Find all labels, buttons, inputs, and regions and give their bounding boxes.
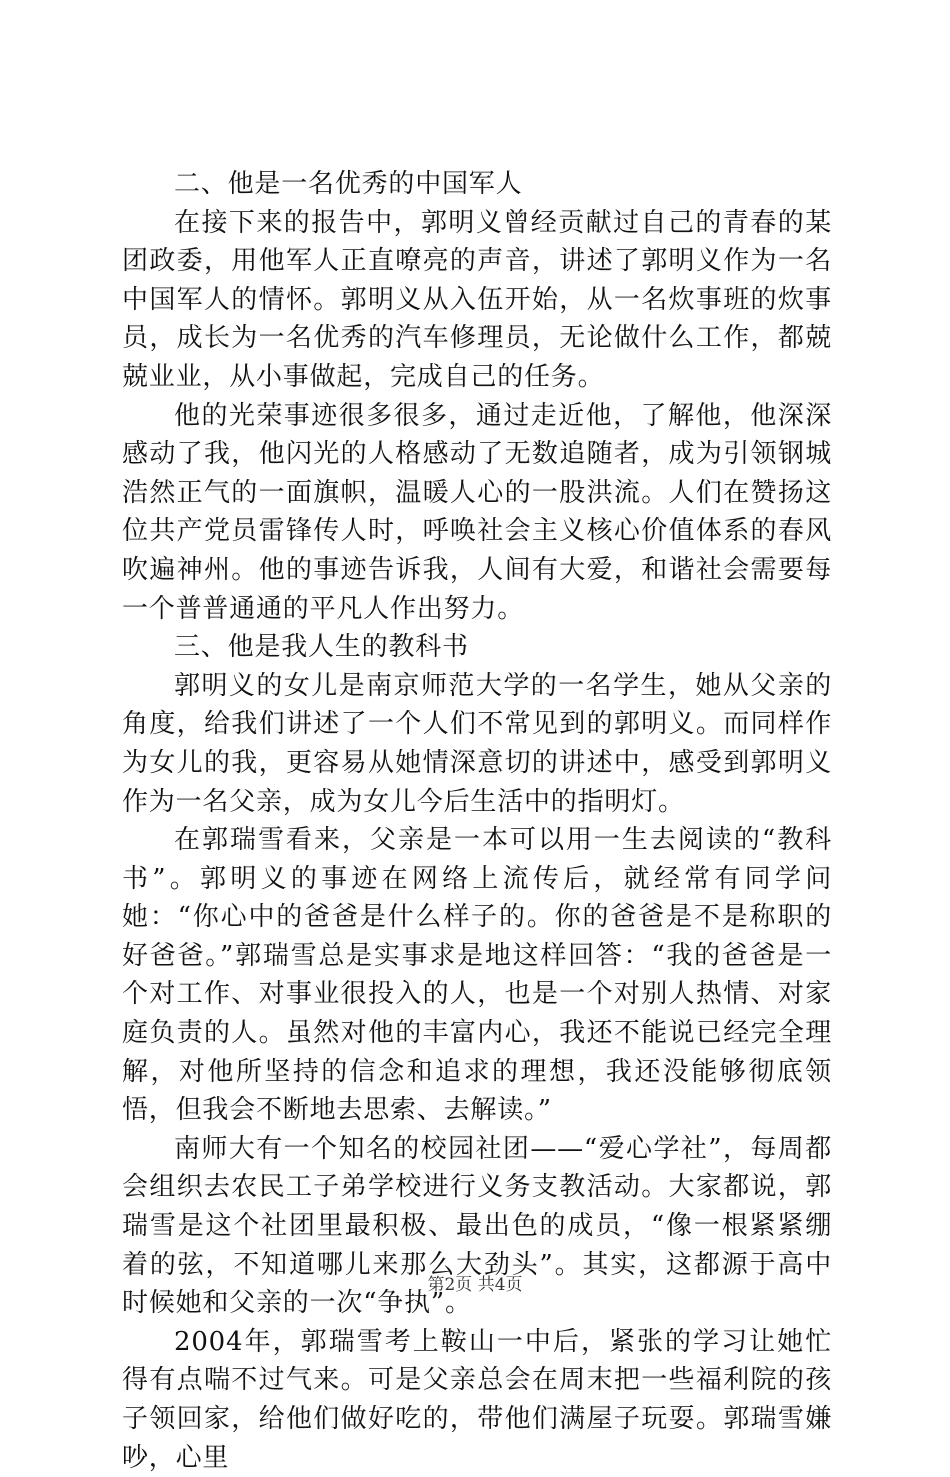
- paragraph: 郭明义的女儿是南京师范大学的一名学生，她从父亲的角度，给我们讲述了一个人们不常见到的郭明义。而同样作为女儿的我，更容易从她情深意切的讲述中，感受到郭明义作为一名父亲，成为女儿今后生活中的指明灯。: [122, 670, 832, 817]
- paragraph: 南师大有一个知名的校园社团——“爱心学社”，每周都会组织去农民工子弟学校进行义务支教活动。大家都说，郭瑞雪是这个社团里最积极、最出色的成员，“像一根紧紧绷着的弦，不知道哪儿来那么大劲头”。其实，这都源于高中时候她和父亲的一次“争执”。: [122, 1133, 832, 1319]
- paragraph: 他的光荣事迹很多很多，通过走近他，了解他，他深深感动了我，他闪光的人格感动了无数追随者，成为引领钢城浩然正气的一面旗帜，温暖人心的一股洪流。人们在赞扬这位共产党员雷锋传人时，呼唤社会主义核心价值体系的春风吹遍神州。他的事迹告诉我，人间有大爱，和谐社会需要每一个普普通通的平凡人作出努力。: [122, 400, 832, 624]
- page-number-footer: 第2页 共4页: [427, 1275, 523, 1295]
- paragraph: 在接下来的报告中，郭明义曾经贡献过自己的青春的某团政委，用他军人正直嘹亮的声音，讲述了郭明义作为一名中国军人的情怀。郭明义从入伍开始，从一名炊事班的炊事员，成长为一名优秀的汽车修理员，无论做什么工作，都兢兢业业，从小事做起，完成自己的任务。: [122, 207, 832, 392]
- section-heading-3: 三、他是我人生的教科书: [174, 632, 469, 663]
- section-heading-2: 二、他是一名优秀的中国军人: [174, 169, 523, 199]
- paragraph: 2004年，郭瑞雪考上鞍山一中后，紧张的学习让她忙得有点喘不过气来。可是父亲总会在周末把一些福利院的孩子领回家，给他们做好吃的，带他们满屋子玩耍。郭瑞雪嫌吵，心里: [122, 1326, 832, 1473]
- paragraph: 在郭瑞雪看来，父亲是一本可以用一生去阅读的“教科书”。郭明义的事迹在网络上流传后，就经常有同学问她：“你心中的爸爸是什么样子的。你的爸爸是不是称职的好爸爸。”郭瑞雪总是实事求是地这样回答：“我的爸爸是一个对工作、对事业很投入的人，也是一个对别人热情、对家庭负责的人。虽然对他的丰富内心，我还不能说已经完全理解，对他所坚持的信念和追求的理想，我还没能够彻底领悟，但我会不断地去思索、去解读。”: [122, 825, 832, 1126]
